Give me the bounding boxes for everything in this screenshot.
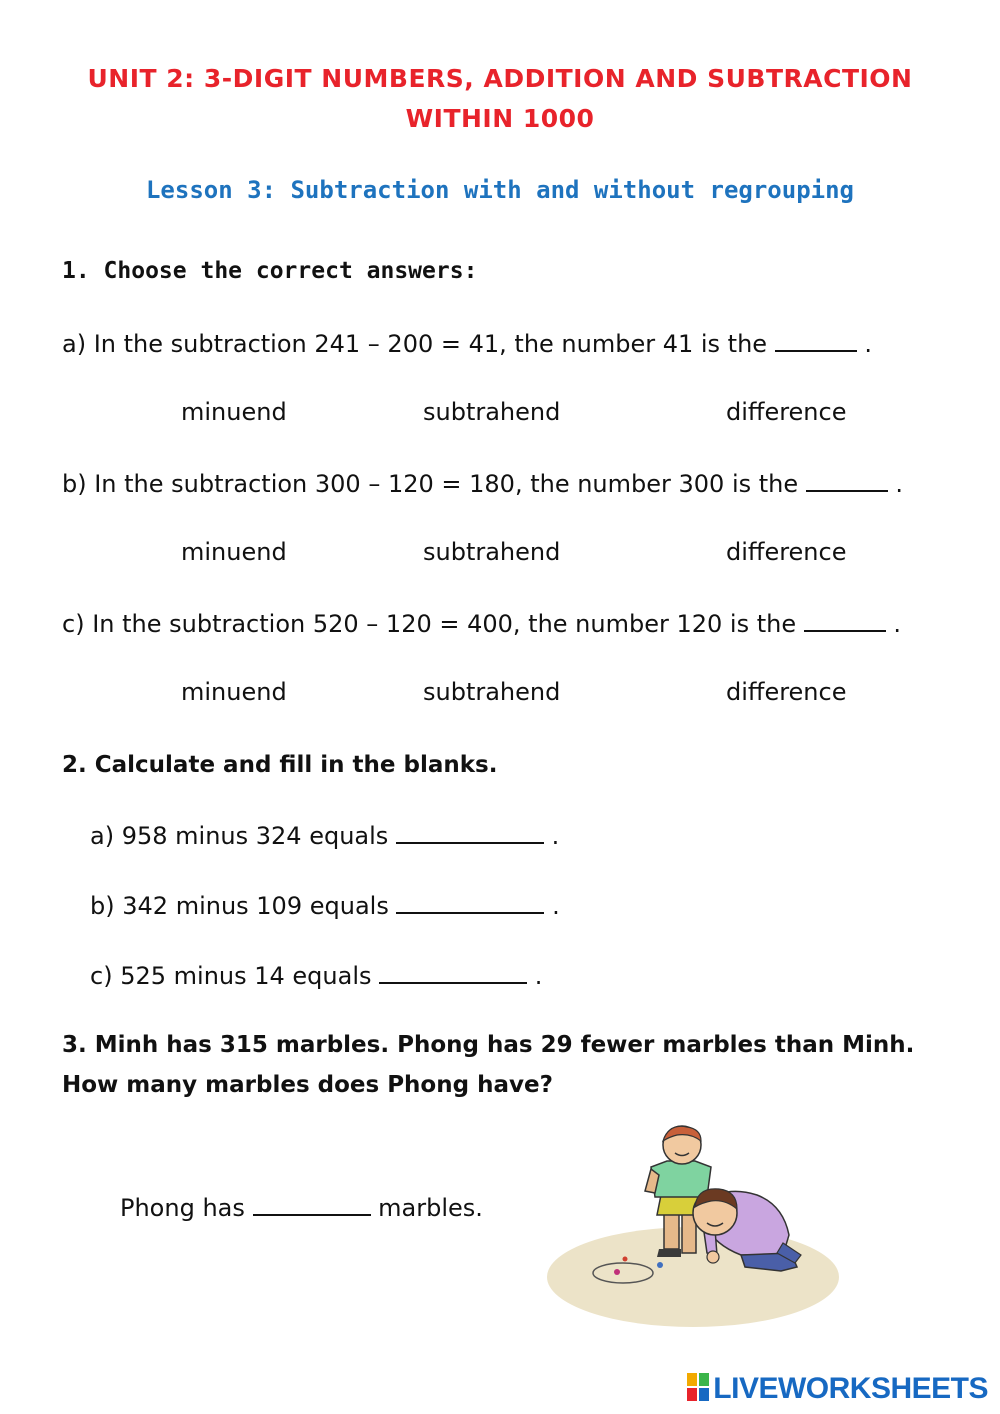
question-1a [62,328,872,358]
calc-item-a-text: 958 minus 324 equals [121,822,389,850]
option-minuend-1b[interactable]: minuend [181,538,287,566]
marbles-illustration [545,1125,850,1335]
option-difference-1c[interactable]: difference [726,678,847,706]
marble-icon [657,1262,663,1268]
calc-item-c-end: . [534,962,543,990]
answer-blank-1b[interactable] [806,468,888,492]
question-1a-end: . [864,330,872,358]
liveworksheets-logo-icon [687,1373,709,1401]
question-1c [62,608,901,638]
calc-item-b-label: b) [90,892,115,920]
calc-item-a-end: . [551,822,560,850]
question-1c-end: . [893,610,902,638]
lesson-title: Lesson 3: Subtraction with and without regrouping [145,176,854,204]
answer-suffix: marbles. [378,1194,483,1222]
calc-item-b [90,890,560,920]
question-1b-text: b) In the subtraction 300 – 120 = 180, the number 300 is the [62,470,799,498]
calc-item-c-text: 525 minus 14 equals [120,962,372,990]
calc-item-b-end: . [552,892,560,920]
question-1a-text: a) In the subtraction 241 – 200 = 41, the number 41 is the [62,330,768,358]
word-problem-answer [120,1192,483,1222]
answer-blank-2c[interactable] [379,960,527,984]
section3-heading-line2: How many marbles does Phong have? [62,1072,553,1098]
section1-heading: 1. Choose the correct answers: [62,258,478,284]
calc-item-b-text: 342 minus 109 equals [122,892,389,920]
unit-title-line1: UNIT 2: 3-DIGIT NUMBERS, ADDITION AND SUBTRACTION [87,64,913,93]
answer-blank-2a[interactable] [396,820,544,844]
calc-item-a-label: a) [90,822,115,850]
section2-heading: 2. Calculate and fill in the blanks. [62,752,498,778]
calc-item-c [90,960,542,990]
kneeling-boy [693,1189,801,1271]
option-subtrahend-1c[interactable]: subtrahend [423,678,561,706]
question-1c-text: c) In the subtraction 520 – 120 = 400, the number 120 is the [62,610,797,638]
answer-blank-3[interactable] [253,1192,371,1216]
calc-item-c-label: c) [90,962,113,990]
marble-icon [614,1269,620,1275]
answer-blank-2b[interactable] [396,890,544,914]
section3-heading-line1: 3. Minh has 315 marbles. Phong has 29 fewer marbles than Minh. [62,1032,915,1058]
option-subtrahend-1a[interactable]: subtrahend [423,398,561,426]
option-difference-1a[interactable]: difference [726,398,847,426]
option-minuend-1c[interactable]: minuend [181,678,287,706]
option-difference-1b[interactable]: difference [726,538,847,566]
question-1b-end: . [895,470,904,498]
answer-prefix: Phong has [120,1194,245,1222]
question-1b [62,468,903,498]
answer-blank-1c[interactable] [804,608,886,632]
calc-item-a [90,820,559,850]
answer-blank-1a[interactable] [775,328,857,352]
unit-title-line2: WITHIN 1000 [405,104,595,133]
liveworksheets-logo-text: LIVEWORKSHEETS [713,1372,988,1405]
marble-icon [623,1257,628,1262]
option-subtrahend-1b[interactable]: subtrahend [423,538,561,566]
liveworksheets-logo [687,1372,988,1406]
option-minuend-1a[interactable]: minuend [181,398,287,426]
